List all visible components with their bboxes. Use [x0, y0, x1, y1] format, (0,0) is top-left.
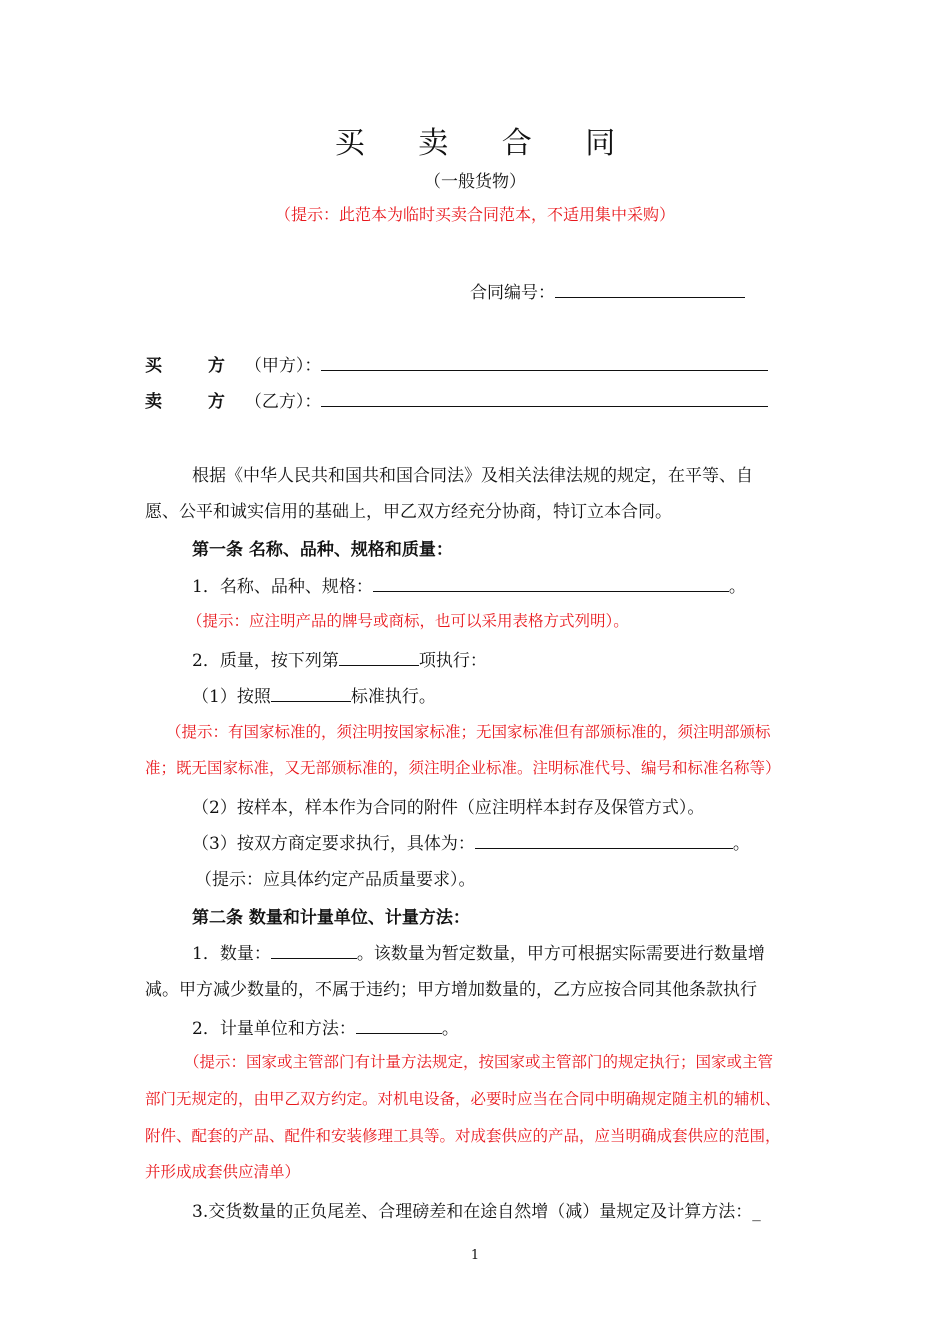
agreed-requirements-field[interactable]	[475, 831, 733, 849]
article-1-item-2-1-b: 标准执行。	[350, 687, 436, 707]
page-number: 1	[470, 1248, 480, 1263]
article-1-item-2-a: 2．质量，按下列第	[192, 651, 339, 671]
buyer-label: 买 方	[145, 356, 245, 376]
article-1-item-2-3-end: 。	[732, 834, 750, 854]
article-2-item-2-end: 。	[441, 1019, 459, 1039]
article-1-tip-3: （提示：应具体约定产品质量要求）。	[195, 870, 476, 890]
article-1-tip-2-line-2: 准；既无国家标准，又无部颁标准的，须注明企业标准。注明标准代号、编号和标准名称等）	[145, 759, 781, 777]
article-2-tip-line-4: 并形成成套供应清单）	[145, 1163, 301, 1181]
article-1-item-2-3-a: （3）按双方商定要求执行，具体为：	[192, 834, 475, 854]
contract-number-label: 合同编号：	[470, 283, 555, 303]
article-2-tip-line-2: 部门无规定的，由甲乙双方约定。对机电设备，必要时应当在合同中明确规定随主机的辅机、	[145, 1090, 781, 1108]
seller-label: 卖 方	[145, 392, 245, 412]
article-1-item-1-label: 1．名称、品种、规格：	[192, 577, 373, 597]
article-1-item-2	[192, 646, 855, 671]
seller-line	[145, 387, 768, 412]
standard-field[interactable]	[271, 684, 351, 702]
article-2-item-1-line-2: 减。甲方减少数量的，不属于违约；甲方增加数量的，乙方应按合同其他条款执行	[145, 980, 757, 1000]
intro-paragraph-line-2: 愿、公平和诚实信用的基础上，甲乙双方经充分协商，特订立本合同。	[145, 502, 672, 522]
article-1-item-2-1	[192, 682, 855, 707]
buyer-field[interactable]	[321, 353, 768, 371]
article-1-item-1-end: 。	[728, 577, 746, 597]
article-2-tip-line-1: （提示：国家或主管部门有计量方法规定，按国家或主管部门的规定执行；国家或主管	[184, 1053, 774, 1071]
article-1-item-2-3	[192, 829, 855, 854]
buyer-label-rest: （甲方）：	[244, 356, 322, 376]
article-2-item-1	[192, 939, 855, 964]
name-spec-field[interactable]	[373, 574, 729, 592]
article-2-item-1-b: 。该数量为暂定数量，甲方可根据实际需要进行数量增	[356, 944, 765, 964]
article-1-item-2-1-a: （1）按照	[192, 687, 271, 707]
article-2-item-2-a: 2．计量单位和方法：	[192, 1019, 356, 1039]
article-2-item-2	[192, 1014, 855, 1039]
article-1-tip-2-line-1: （提示：有国家标准的，须注明按国家标准；无国家标准但有部颁标准的，须注明部颁标	[166, 723, 771, 741]
document-title: 买 卖 合 同	[334, 126, 638, 161]
seller-label-rest: （乙方）：	[244, 392, 322, 412]
article-1-item-2-b: 项执行：	[418, 651, 487, 671]
unit-method-field[interactable]	[356, 1016, 442, 1034]
document-subtitle: （一般货物）	[424, 172, 526, 192]
buyer-line	[145, 351, 768, 376]
intro-paragraph-line-1: 根据《中华人民共和国共和国合同法》及相关法律法规的规定，在平等、自	[192, 466, 753, 486]
contract-number-line	[470, 278, 745, 303]
article-2-item-3: 3.交货数量的正负尾差、合理磅差和在途自然增（减）量规定及计算方法：_	[192, 1202, 761, 1222]
quality-option-field[interactable]	[339, 648, 419, 666]
article-2-heading: 第二条 数量和计量单位、计量方法：	[192, 908, 470, 928]
quantity-field[interactable]	[271, 941, 357, 959]
article-1-heading: 第一条 名称、品种、规格和质量：	[192, 540, 453, 560]
article-1-tip-1: （提示：应注明产品的牌号或商标，也可以采用表格方式列明）。	[187, 612, 629, 630]
article-1-item-2-2: （2）按样本，样本作为合同的附件（应注明样本封存及保管方式）。	[192, 798, 705, 818]
article-2-item-1-a: 1．数量：	[192, 944, 271, 964]
article-2-tip-line-3: 附件、配套的产品、配件和安装修理工具等。对成套供应的产品，应当明确成套供应的范围，	[145, 1127, 781, 1145]
top-tip: （提示：此范本为临时买卖合同范本，不适用集中采购）	[274, 205, 675, 224]
article-1-item-1	[192, 572, 855, 597]
contract-number-field[interactable]	[555, 280, 745, 298]
seller-field[interactable]	[321, 389, 768, 407]
